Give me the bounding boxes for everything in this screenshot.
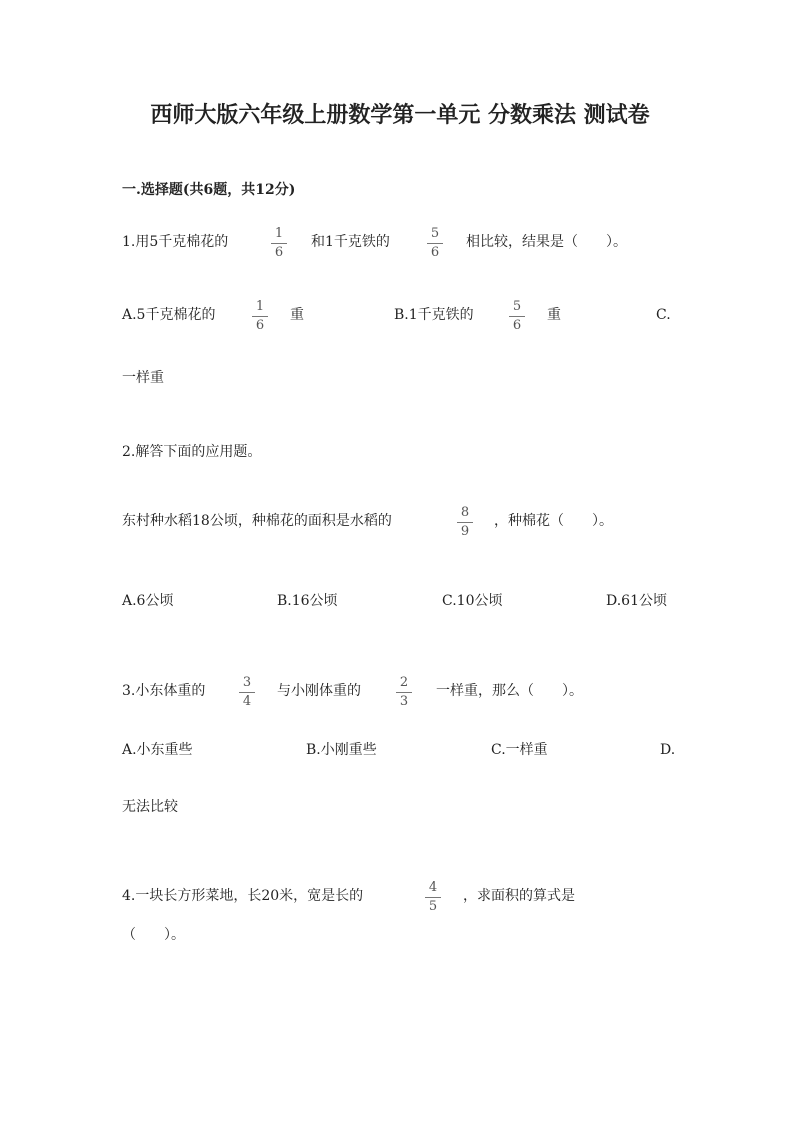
q1-text-1: 1.用5千克棉花的 xyxy=(122,234,229,250)
q3-fraction-1: 3 4 xyxy=(236,675,258,710)
q1-fraction-2: 5 6 xyxy=(424,226,446,261)
q3-option-c: C.一样重 xyxy=(491,742,548,758)
q3-option-d-label: D. xyxy=(660,742,676,758)
section-heading: 一.选择题(共6题，共12分) xyxy=(122,182,296,198)
q1-option-c-label: C. xyxy=(656,307,671,323)
q3-option-d-text: 无法比较 xyxy=(122,799,178,815)
q3-option-a: A.小东重些 xyxy=(122,742,193,758)
q2-option-c: C.10公顷 xyxy=(442,593,503,609)
q1-option-a-suffix: 重 xyxy=(290,307,304,323)
q3-option-b: B.小刚重些 xyxy=(306,742,377,758)
q3-text-3: 一样重，那么（ ）。 xyxy=(436,683,583,699)
q2-option-a: A.6公顷 xyxy=(122,593,174,609)
q2-fraction: 8 9 xyxy=(454,505,476,540)
q1-text-3: 相比较，结果是（ ）。 xyxy=(466,234,627,250)
q4-text-3: （ ）。 xyxy=(122,927,185,943)
q2-option-b: B.16公顷 xyxy=(277,593,338,609)
q2-stem: 2.解答下面的应用题。 xyxy=(122,444,262,460)
q4-fraction: 4 5 xyxy=(422,880,444,915)
q1-option-b-suffix: 重 xyxy=(547,307,561,323)
q1-option-a: A.5千克棉花的 xyxy=(122,307,216,323)
page-title: 西师大版六年级上册数学第一单元 分数乘法 测试卷 xyxy=(150,102,650,128)
q1-option-b-fraction: 5 6 xyxy=(506,299,528,334)
q1-option-a-fraction: 1 6 xyxy=(249,299,271,334)
q4-text-1: 4.一块长方形菜地，长20米，宽是长的 xyxy=(122,888,364,904)
q1-fraction-1: 1 6 xyxy=(268,226,290,261)
q1-option-c-text: 一样重 xyxy=(122,370,164,386)
q2-option-d: D.61公顷 xyxy=(606,593,667,609)
q1-text-2: 和1千克铁的 xyxy=(311,234,390,250)
q3-text-1: 3.小东体重的 xyxy=(122,683,206,699)
q2-text-1: 东村种水稻18公顷，种棉花的面积是水稻的 xyxy=(122,513,392,529)
q1-option-b: B.1千克铁的 xyxy=(394,307,474,323)
q4-text-2: ，求面积的算式是 xyxy=(463,888,575,904)
q2-text-2: ，种棉花（ ）。 xyxy=(494,513,613,529)
q3-fraction-2: 2 3 xyxy=(393,675,415,710)
q3-text-2: 与小刚体重的 xyxy=(277,683,361,699)
